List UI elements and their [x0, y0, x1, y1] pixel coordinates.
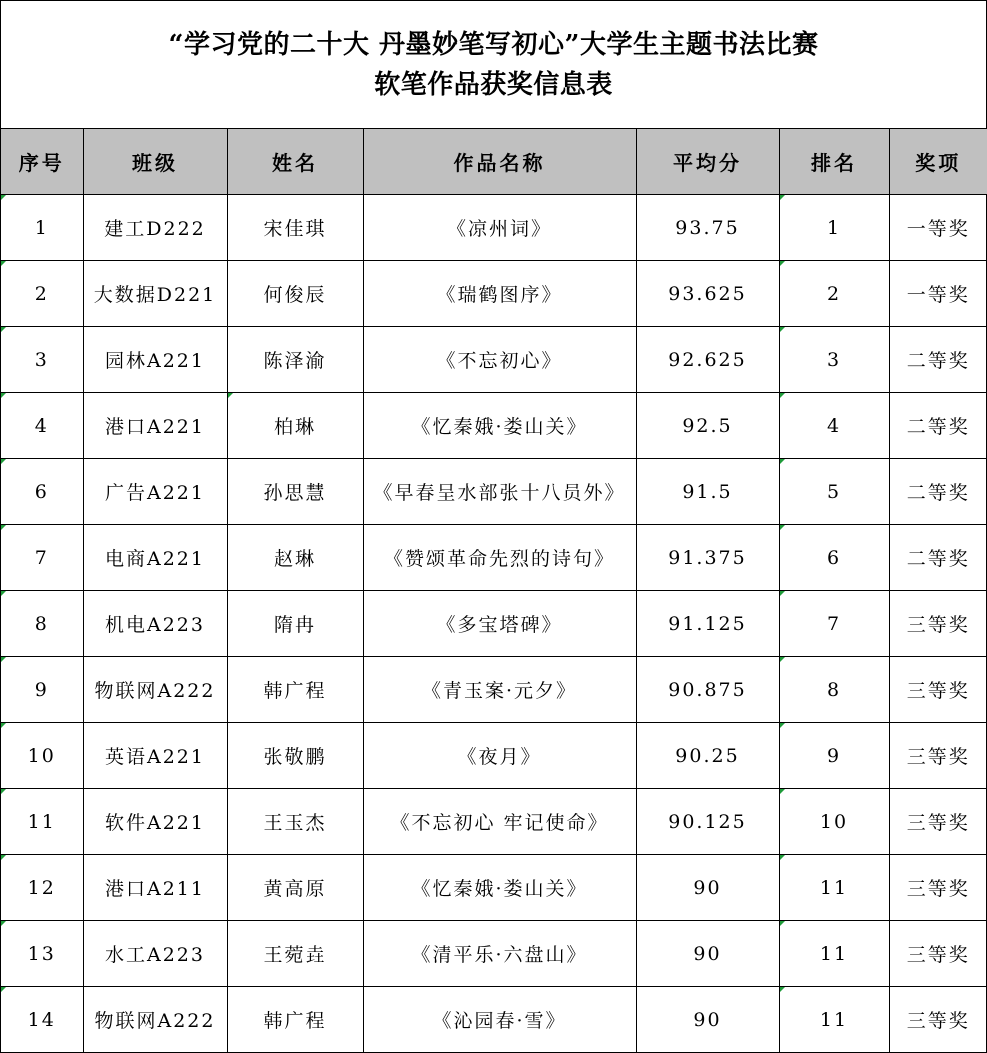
cell-work: 《沁园春·雪》: [363, 987, 636, 1053]
table-row: [1, 261, 987, 327]
cell-index: 7: [1, 525, 83, 591]
cell-award: 二等奖: [889, 525, 987, 591]
cell-class: 港口A211: [83, 855, 227, 921]
cell-index: 14: [1, 987, 83, 1053]
cell-award: 一等奖: [889, 261, 987, 327]
cell-rank: 3: [779, 327, 889, 393]
cell-class: 机电A223: [83, 591, 227, 657]
cell-award: 三等奖: [889, 855, 987, 921]
cell-index: 13: [1, 921, 83, 987]
cell-class: 软件A221: [83, 789, 227, 855]
cell-score: 90.25: [636, 723, 779, 789]
cell-rank: 6: [779, 525, 889, 591]
cell-score: 91.375: [636, 525, 779, 591]
cell-rank: 11: [779, 987, 889, 1053]
table-row: [1, 195, 987, 261]
cell-work: 《忆秦娥·娄山关》: [363, 855, 636, 921]
cell-class: 物联网A222: [83, 987, 227, 1053]
title-line-2: 软笔作品获奖信息表: [374, 69, 613, 100]
column-header-rank: 排名: [779, 129, 889, 195]
cell-index: 4: [1, 393, 83, 459]
cell-work: 《不忘初心》: [363, 327, 636, 393]
cell-score: 93.625: [636, 261, 779, 327]
table-row: [1, 525, 987, 591]
cell-score: 90: [636, 987, 779, 1053]
table-row: [1, 459, 987, 525]
cell-class: 大数据D221: [83, 261, 227, 327]
cell-class: 港口A221: [83, 393, 227, 459]
cell-name: 陈泽渝: [227, 327, 363, 393]
cell-name: 王菀垚: [227, 921, 363, 987]
cell-name: 柏琳: [227, 393, 363, 459]
cell-award: 三等奖: [889, 789, 987, 855]
cell-score: 90: [636, 921, 779, 987]
cell-award: 三等奖: [889, 591, 987, 657]
cell-work: 《赞颂革命先烈的诗句》: [363, 525, 636, 591]
cell-work: 《忆秦娥·娄山关》: [363, 393, 636, 459]
cell-award: 三等奖: [889, 921, 987, 987]
cell-work: 《夜月》: [363, 723, 636, 789]
column-header-award: 奖项: [889, 129, 987, 195]
cell-name: 张敬鹏: [227, 723, 363, 789]
table-row: [1, 789, 987, 855]
cell-score: 91.125: [636, 591, 779, 657]
column-header-work: 作品名称: [363, 129, 636, 195]
cell-rank: 11: [779, 855, 889, 921]
cell-rank: 2: [779, 261, 889, 327]
cell-index: 2: [1, 261, 83, 327]
column-header-score: 平均分: [636, 129, 779, 195]
cell-award: 二等奖: [889, 393, 987, 459]
cell-score: 90: [636, 855, 779, 921]
cell-work: 《凉州词》: [363, 195, 636, 261]
header-row: [1, 129, 987, 195]
cell-work: 《清平乐·六盘山》: [363, 921, 636, 987]
table-row: [1, 327, 987, 393]
cell-class: 英语A221: [83, 723, 227, 789]
table-row: [1, 855, 987, 921]
cell-name: 隋冉: [227, 591, 363, 657]
table-row: [1, 657, 987, 723]
cell-score: 92.5: [636, 393, 779, 459]
cell-rank: 10: [779, 789, 889, 855]
cell-name: 何俊辰: [227, 261, 363, 327]
cell-name: 赵琳: [227, 525, 363, 591]
cell-work: 《瑞鹤图序》: [363, 261, 636, 327]
column-header-name: 姓名: [227, 129, 363, 195]
table-row: [1, 393, 987, 459]
cell-rank: 1: [779, 195, 889, 261]
cell-score: 93.75: [636, 195, 779, 261]
column-header-index: 序号: [1, 129, 83, 195]
cell-award: 一等奖: [889, 195, 987, 261]
table-row: [1, 921, 987, 987]
awards-table: [1, 129, 987, 1053]
cell-class: 广告A221: [83, 459, 227, 525]
cell-rank: 8: [779, 657, 889, 723]
cell-index: 8: [1, 591, 83, 657]
cell-score: 90.125: [636, 789, 779, 855]
cell-name: 韩广程: [227, 657, 363, 723]
title-block: [1, 1, 986, 129]
cell-name: 王玉杰: [227, 789, 363, 855]
cell-rank: 5: [779, 459, 889, 525]
cell-name: 黄高原: [227, 855, 363, 921]
cell-score: 91.5: [636, 459, 779, 525]
cell-index: 3: [1, 327, 83, 393]
cell-name: 韩广程: [227, 987, 363, 1053]
table-row: [1, 591, 987, 657]
cell-class: 建工D222: [83, 195, 227, 261]
table-row: [1, 723, 987, 789]
cell-award: 三等奖: [889, 987, 987, 1053]
cell-index: 6: [1, 459, 83, 525]
cell-work: 《不忘初心 牢记使命》: [363, 789, 636, 855]
cell-class: 物联网A222: [83, 657, 227, 723]
cell-class: 水工A223: [83, 921, 227, 987]
cell-index: 9: [1, 657, 83, 723]
cell-award: 二等奖: [889, 459, 987, 525]
cell-award: 三等奖: [889, 657, 987, 723]
cell-name: 宋佳琪: [227, 195, 363, 261]
cell-rank: 11: [779, 921, 889, 987]
column-header-class: 班级: [83, 129, 227, 195]
cell-index: 12: [1, 855, 83, 921]
table-row: [1, 987, 987, 1053]
cell-work: 《早春呈水部张十八员外》: [363, 459, 636, 525]
cell-index: 1: [1, 195, 83, 261]
cell-work: 《青玉案·元夕》: [363, 657, 636, 723]
cell-index: 11: [1, 789, 83, 855]
cell-score: 90.875: [636, 657, 779, 723]
cell-class: 园林A221: [83, 327, 227, 393]
title-line-1: “学习党的二十大 丹墨妙笔写初心”大学生主题书法比赛: [168, 29, 819, 60]
cell-score: 92.625: [636, 327, 779, 393]
cell-rank: 7: [779, 591, 889, 657]
cell-class: 电商A221: [83, 525, 227, 591]
cell-rank: 4: [779, 393, 889, 459]
cell-index: 10: [1, 723, 83, 789]
cell-rank: 9: [779, 723, 889, 789]
cell-award: 二等奖: [889, 327, 987, 393]
cell-name: 孙思慧: [227, 459, 363, 525]
cell-work: 《多宝塔碑》: [363, 591, 636, 657]
cell-award: 三等奖: [889, 723, 987, 789]
